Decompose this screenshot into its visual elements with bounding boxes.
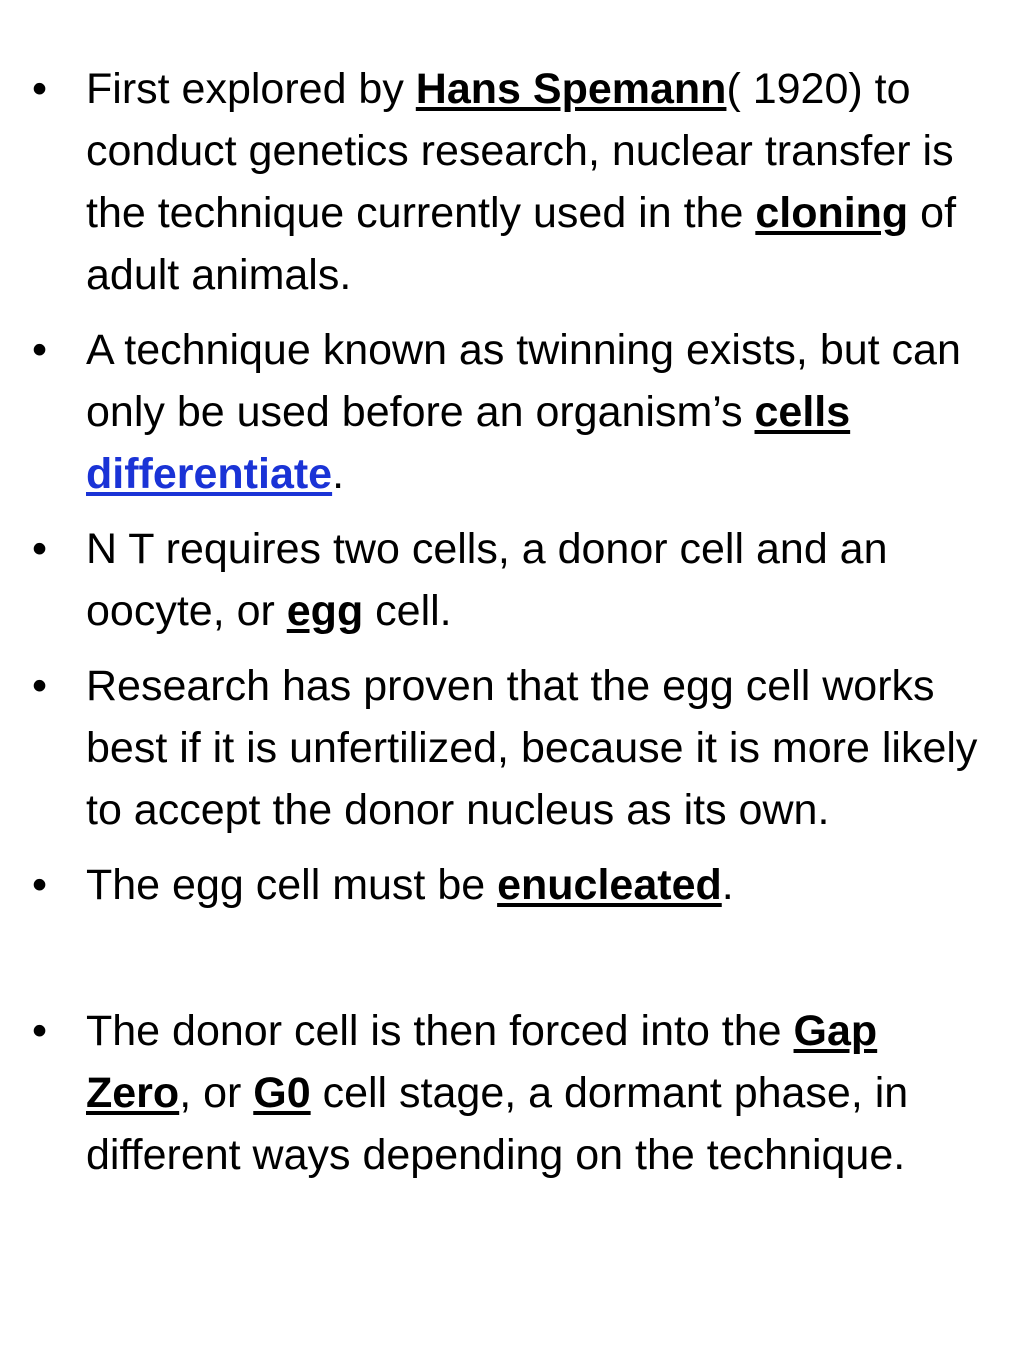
bullet-text: , or [179, 1069, 254, 1117]
bullet-text: Research has proven that the egg cell works best if it is unfertilized, because it is more likely to accept the donor nucleus as its own. [86, 662, 978, 834]
bullet-item [32, 1000, 992, 1186]
keyword-hans-spemann[interactable]: Hans Spemann [415, 65, 727, 113]
bullet-text: cell stage, a dormant phase, in different ways depending on the technique. [86, 1069, 909, 1179]
bullet-item [32, 319, 992, 505]
keyword-gap-zero[interactable]: Gap Zero [86, 1007, 878, 1117]
bullet-dot-icon: • [32, 525, 48, 573]
bullet-text: of adult animals. [86, 189, 957, 299]
bullet-text: The egg cell must be [86, 861, 498, 909]
bullet-text: A technique known as twinning exists, but can only be used before an organism’s [86, 326, 961, 436]
bullet-item [32, 518, 992, 642]
bullet-text: . [332, 450, 345, 498]
bullet-item [32, 854, 992, 916]
link-differentiate[interactable]: differentiate [86, 450, 333, 498]
keyword-cells[interactable]: cells [754, 388, 851, 436]
keyword-g0[interactable]: G0 [253, 1069, 311, 1117]
bullet-text: . [721, 861, 734, 909]
bullet-dot-icon: • [32, 326, 48, 374]
bullet-dot-icon: • [32, 662, 48, 710]
bullet-text: First explored by [86, 65, 416, 113]
bullet-dot-icon: • [32, 1007, 48, 1055]
bullet-dot-icon: • [32, 65, 48, 113]
bullet-item [32, 58, 992, 306]
bullet-text: N T requires two cells, a donor cell and an oocyte, or [86, 525, 888, 635]
keyword-enucleated[interactable]: enucleated [497, 861, 722, 909]
bullet-text: ( 1920) to conduct genetics research, nuclear transfer is the technique currently used in the [86, 65, 954, 237]
bullet-list [32, 58, 992, 1199]
keyword-cloning[interactable]: cloning [755, 189, 909, 237]
keyword-egg[interactable]: egg [286, 587, 364, 635]
bullet-text: cell. [363, 587, 452, 635]
bullet-item [32, 655, 992, 841]
bullet-text: The donor cell is then forced into the [86, 1007, 794, 1055]
bullet-dot-icon: • [32, 861, 48, 909]
